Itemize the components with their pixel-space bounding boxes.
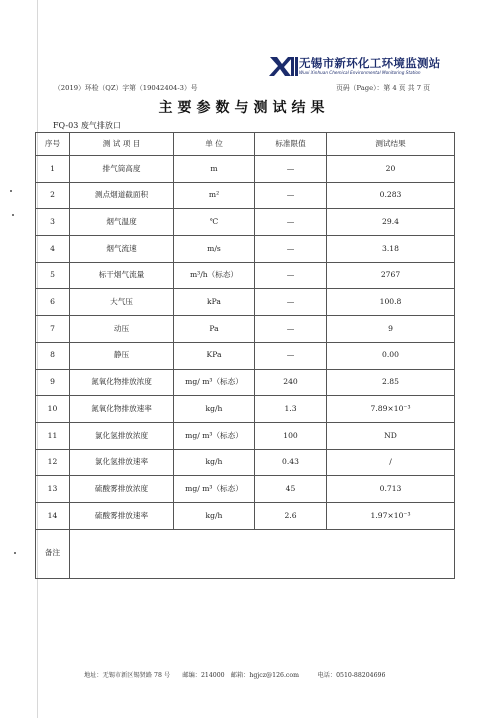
table-row bbox=[36, 156, 455, 183]
page-title: 主要参数与测试结果 bbox=[158, 100, 330, 116]
cell-result: 2767 bbox=[327, 262, 455, 289]
table-row bbox=[36, 236, 455, 263]
cell-index: 12 bbox=[36, 449, 70, 476]
org-name-cn: 无锡市新环化工环境监测站 bbox=[299, 56, 441, 70]
cell-limit: — bbox=[255, 342, 327, 369]
cell-item: 大气压 bbox=[70, 289, 174, 316]
cell-index: 13 bbox=[36, 476, 70, 503]
cell-result: 9 bbox=[327, 316, 455, 343]
cell-result: 2.85 bbox=[327, 369, 455, 396]
cell-index: 14 bbox=[36, 502, 70, 529]
table-row bbox=[36, 449, 455, 476]
cell-index: 1 bbox=[36, 156, 70, 183]
xh-logo-icon bbox=[268, 54, 298, 78]
cell-limit: 240 bbox=[255, 369, 327, 396]
table-header-row bbox=[36, 133, 455, 156]
cell-index: 7 bbox=[36, 316, 70, 343]
cell-limit: — bbox=[255, 262, 327, 289]
cell-item: 标干烟气流量 bbox=[70, 262, 174, 289]
cell-unit: m² bbox=[174, 182, 255, 209]
column-header-result: 测试结果 bbox=[327, 133, 455, 156]
cell-index: 10 bbox=[36, 396, 70, 423]
cell-item: 硫酸雾排放速率 bbox=[70, 502, 174, 529]
cell-item: 测点烟道截面积 bbox=[70, 182, 174, 209]
cell-item: 静压 bbox=[70, 342, 174, 369]
results-table bbox=[35, 132, 455, 579]
cell-result: ND bbox=[327, 422, 455, 449]
cell-result: 100.8 bbox=[327, 289, 455, 316]
outlet-label: FQ-03 废气排放口 bbox=[53, 121, 121, 130]
scan-speck bbox=[12, 214, 14, 216]
cell-index: 3 bbox=[36, 209, 70, 236]
cell-unit: mg/ m³（标态） bbox=[174, 476, 255, 503]
cell-limit: — bbox=[255, 289, 327, 316]
cell-limit: — bbox=[255, 156, 327, 183]
cell-result: 7.89×10⁻³ bbox=[327, 396, 455, 423]
document-number: （2019）环检（QZ）字第（19042404-3）号 bbox=[54, 84, 198, 92]
cell-item: 烟气流速 bbox=[70, 236, 174, 263]
remark-label: 备注 bbox=[36, 529, 70, 578]
table-row bbox=[36, 342, 455, 369]
column-header-limit: 标准限值 bbox=[255, 133, 327, 156]
cell-unit: kg/h bbox=[174, 396, 255, 423]
table-row bbox=[36, 476, 455, 503]
cell-result: / bbox=[327, 449, 455, 476]
table-row bbox=[36, 396, 455, 423]
cell-item: 氯化氢排放浓度 bbox=[70, 422, 174, 449]
column-header-index: 序号 bbox=[36, 133, 70, 156]
cell-limit: — bbox=[255, 209, 327, 236]
table-row bbox=[36, 209, 455, 236]
cell-item: 硫酸雾排放浓度 bbox=[70, 476, 174, 503]
cell-index: 4 bbox=[36, 236, 70, 263]
cell-unit: ℃ bbox=[174, 209, 255, 236]
table-row bbox=[36, 369, 455, 396]
cell-unit: m/s bbox=[174, 236, 255, 263]
column-header-unit: 单 位 bbox=[174, 133, 255, 156]
cell-limit: 45 bbox=[255, 476, 327, 503]
cell-result: 20 bbox=[327, 156, 455, 183]
cell-limit: — bbox=[255, 182, 327, 209]
scan-speck bbox=[10, 190, 12, 192]
cell-result: 3.18 bbox=[327, 236, 455, 263]
remark-content bbox=[70, 529, 455, 578]
table-row bbox=[36, 422, 455, 449]
cell-index: 5 bbox=[36, 262, 70, 289]
cell-unit: mg/ m³（标态） bbox=[174, 422, 255, 449]
table-row bbox=[36, 502, 455, 529]
cell-limit: 0.43 bbox=[255, 449, 327, 476]
cell-result: 0.713 bbox=[327, 476, 455, 503]
org-name-en: Wuxi Xinhuan Chemical Environmental Monitoring Station bbox=[299, 70, 421, 75]
scan-speck bbox=[14, 552, 16, 554]
remark-row bbox=[36, 529, 455, 578]
cell-index: 8 bbox=[36, 342, 70, 369]
cell-item: 烟气温度 bbox=[70, 209, 174, 236]
cell-item: 氮氧化物排放浓度 bbox=[70, 369, 174, 396]
cell-unit: Pa bbox=[174, 316, 255, 343]
table-row bbox=[36, 182, 455, 209]
cell-item: 动压 bbox=[70, 316, 174, 343]
cell-index: 9 bbox=[36, 369, 70, 396]
footer-contact: 地址：无锡市新区锡贤路 78 号 邮编：214000 邮箱：hgjcz@126.com 电话：0510-88204696 bbox=[84, 672, 386, 679]
cell-item: 排气筒高度 bbox=[70, 156, 174, 183]
results-table-body bbox=[36, 133, 455, 579]
cell-unit: m bbox=[174, 156, 255, 183]
cell-result: 1.97×10⁻³ bbox=[327, 502, 455, 529]
cell-result: 0.00 bbox=[327, 342, 455, 369]
cell-unit: mg/ m³（标态） bbox=[174, 369, 255, 396]
cell-limit: — bbox=[255, 236, 327, 263]
cell-unit: kg/h bbox=[174, 449, 255, 476]
org-logo bbox=[268, 54, 444, 80]
cell-unit: KPa bbox=[174, 342, 255, 369]
cell-result: 29.4 bbox=[327, 209, 455, 236]
cell-index: 11 bbox=[36, 422, 70, 449]
cell-index: 6 bbox=[36, 289, 70, 316]
table-row bbox=[36, 262, 455, 289]
table-row bbox=[36, 289, 455, 316]
cell-limit: 100 bbox=[255, 422, 327, 449]
cell-limit: — bbox=[255, 316, 327, 343]
table-row bbox=[36, 316, 455, 343]
cell-item: 氯化氢排放速率 bbox=[70, 449, 174, 476]
cell-limit: 1.3 bbox=[255, 396, 327, 423]
cell-index: 2 bbox=[36, 182, 70, 209]
cell-unit: kPa bbox=[174, 289, 255, 316]
cell-unit: m³/h（标态） bbox=[174, 262, 255, 289]
cell-unit: kg/h bbox=[174, 502, 255, 529]
page-number: 页码（Page）：第 4 页 共 7 页 bbox=[336, 84, 430, 92]
cell-item: 氮氧化物排放速率 bbox=[70, 396, 174, 423]
column-header-item: 测 试 项 目 bbox=[70, 133, 174, 156]
cell-limit: 2.6 bbox=[255, 502, 327, 529]
cell-result: 0.283 bbox=[327, 182, 455, 209]
